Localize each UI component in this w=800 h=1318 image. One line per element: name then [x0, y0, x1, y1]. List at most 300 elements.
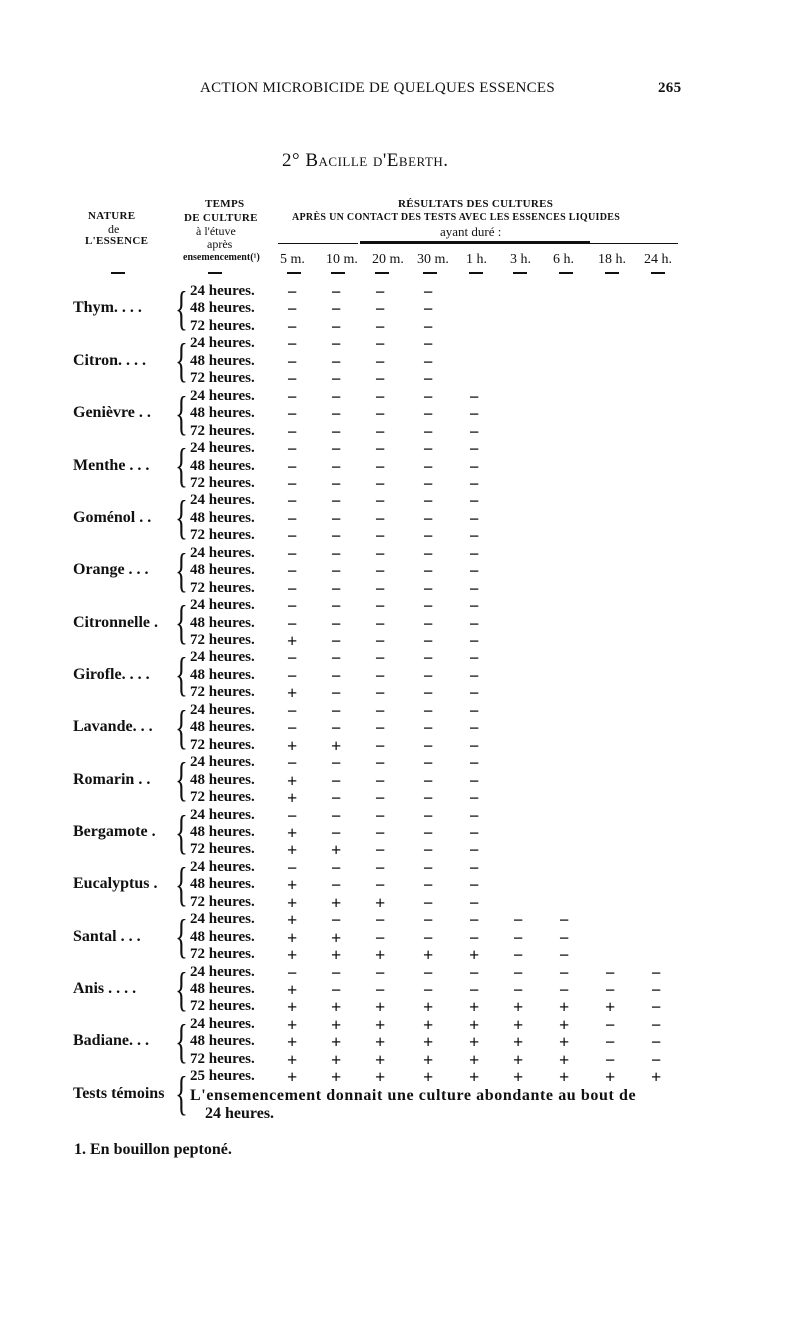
- header-temps-line: à l'étuve: [196, 224, 236, 238]
- negative-result: −: [423, 822, 434, 843]
- negative-result: −: [651, 1014, 662, 1035]
- negative-result: −: [423, 334, 434, 355]
- negative-result: −: [287, 386, 298, 407]
- essence-name: Lavande. . .: [73, 718, 153, 736]
- negative-result: −: [331, 805, 342, 826]
- culture-time: 72 heures.: [190, 841, 255, 858]
- positive-result: +: [605, 997, 616, 1018]
- negative-result: −: [423, 665, 434, 686]
- negative-result: −: [469, 543, 480, 564]
- positive-result: +: [287, 892, 298, 913]
- duration-header: 24 h.: [644, 252, 672, 267]
- negative-result: −: [287, 404, 298, 425]
- negative-result: −: [331, 543, 342, 564]
- negative-result: −: [375, 840, 386, 861]
- negative-result: −: [469, 857, 480, 878]
- negative-result: −: [423, 439, 434, 460]
- brace-glyph: {: [175, 543, 188, 597]
- positive-result: +: [469, 1049, 480, 1070]
- culture-time: 24 heures.: [190, 597, 255, 614]
- negative-result: −: [375, 316, 386, 337]
- negative-result: −: [423, 910, 434, 931]
- culture-time: 24 heures.: [190, 335, 255, 352]
- duration-header: 3 h.: [510, 252, 531, 267]
- negative-result: −: [331, 857, 342, 878]
- positive-result: +: [287, 1049, 298, 1070]
- negative-result: −: [469, 596, 480, 617]
- positive-result: +: [513, 1014, 524, 1035]
- culture-time: 48 heures.: [190, 928, 255, 945]
- negative-result: −: [331, 404, 342, 425]
- culture-time: 72 heures.: [190, 789, 255, 806]
- duration-header: 6 h.: [553, 252, 574, 267]
- negative-result: −: [375, 543, 386, 564]
- negative-result: −: [469, 822, 480, 843]
- negative-result: −: [423, 753, 434, 774]
- negative-result: −: [605, 1014, 616, 1035]
- header-temps-line: ensemencement(¹): [183, 252, 260, 263]
- duration-header: 20 m.: [372, 252, 404, 267]
- negative-result: −: [605, 1049, 616, 1070]
- negative-result: −: [513, 945, 524, 966]
- header-temps-line: DE CULTURE: [184, 212, 258, 224]
- header-dash: [331, 272, 345, 274]
- positive-result: +: [287, 927, 298, 948]
- brace-glyph: {: [175, 962, 188, 1016]
- negative-result: −: [423, 875, 434, 896]
- header-dash: [208, 272, 222, 274]
- negative-result: −: [423, 735, 434, 756]
- positive-result: +: [469, 1014, 480, 1035]
- negative-result: −: [287, 491, 298, 512]
- negative-result: −: [423, 316, 434, 337]
- culture-time: 48 heures.: [190, 562, 255, 579]
- negative-result: −: [375, 334, 386, 355]
- negative-result: −: [469, 456, 480, 477]
- negative-result: −: [375, 404, 386, 425]
- negative-result: −: [423, 526, 434, 547]
- negative-result: −: [331, 282, 342, 302]
- positive-result: +: [651, 1067, 662, 1088]
- negative-result: −: [605, 980, 616, 1000]
- header-nature-line: L'ESSENCE: [85, 235, 149, 247]
- positive-result: +: [559, 1049, 570, 1070]
- negative-result: −: [605, 962, 616, 983]
- essence-name: Girofle. . . .: [73, 665, 150, 683]
- negative-result: −: [331, 770, 342, 791]
- positive-result: +: [287, 1014, 298, 1035]
- negative-result: −: [423, 788, 434, 809]
- header-resultats-line: ayant duré :: [440, 224, 502, 239]
- negative-result: −: [651, 980, 662, 1000]
- culture-time: 24 heures.: [190, 283, 255, 299]
- negative-result: −: [375, 491, 386, 512]
- culture-time: 72 heures.: [190, 946, 255, 963]
- culture-time: 48 heures.: [190, 719, 255, 736]
- positive-result: +: [423, 945, 434, 966]
- brace-glyph: {: [175, 648, 188, 702]
- negative-result: −: [375, 473, 386, 494]
- positive-result: +: [331, 927, 342, 948]
- negative-result: −: [423, 892, 434, 913]
- essence-name: Eucalyptus .: [73, 875, 158, 893]
- header-temps-line: TEMPS: [205, 198, 245, 210]
- positive-result: +: [469, 997, 480, 1018]
- essence-name: Santal . . .: [73, 927, 141, 945]
- positive-result: +: [423, 1049, 434, 1070]
- culture-time: 48 heures.: [190, 666, 255, 683]
- negative-result: −: [423, 282, 434, 302]
- negative-result: −: [287, 613, 298, 634]
- essence-name: Badiane. . .: [73, 1032, 150, 1050]
- negative-result: −: [423, 421, 434, 442]
- brace-glyph: {: [175, 334, 188, 388]
- header-rule-thick: [360, 241, 590, 244]
- header-rule-right: [590, 243, 678, 244]
- positive-result: +: [469, 1067, 480, 1088]
- brace-glyph: {: [175, 805, 188, 859]
- controls-note: L'ensemencement donnait une culture abondante au bout de: [190, 1086, 637, 1104]
- culture-time: 72 heures.: [190, 998, 255, 1015]
- negative-result: −: [375, 631, 386, 651]
- negative-result: −: [331, 439, 342, 460]
- negative-result: −: [331, 369, 342, 390]
- header-rule-left: [278, 243, 358, 244]
- negative-result: −: [469, 700, 480, 721]
- negative-result: −: [469, 840, 480, 861]
- negative-result: −: [469, 508, 480, 529]
- positive-result: +: [331, 1067, 342, 1088]
- positive-result: +: [375, 1014, 386, 1035]
- negative-result: −: [287, 700, 298, 721]
- negative-result: −: [375, 700, 386, 721]
- positive-result: +: [513, 1067, 524, 1088]
- negative-result: −: [331, 631, 342, 651]
- header-nature-line: NATURE: [88, 210, 136, 222]
- positive-result: +: [287, 840, 298, 861]
- negative-result: −: [287, 421, 298, 442]
- positive-result: +: [287, 980, 298, 1000]
- brace-glyph: {: [175, 857, 188, 911]
- negative-result: −: [469, 770, 480, 791]
- negative-result: −: [331, 316, 342, 337]
- culture-time: 48 heures.: [190, 823, 255, 840]
- culture-time: 24 heures.: [190, 387, 255, 404]
- negative-result: −: [559, 910, 570, 931]
- positive-result: +: [287, 631, 298, 651]
- negative-result: −: [331, 526, 342, 547]
- header-dash: [423, 272, 437, 274]
- negative-result: −: [375, 735, 386, 756]
- negative-result: −: [469, 439, 480, 460]
- positive-result: +: [375, 1067, 386, 1088]
- negative-result: −: [287, 526, 298, 547]
- negative-result: −: [469, 927, 480, 948]
- negative-result: −: [513, 910, 524, 931]
- negative-result: −: [331, 386, 342, 407]
- negative-result: −: [469, 473, 480, 494]
- positive-result: +: [287, 1067, 298, 1088]
- negative-result: −: [423, 386, 434, 407]
- section-title: 2° Bacille d'Eberth.: [282, 150, 449, 171]
- negative-result: −: [331, 473, 342, 494]
- duration-header: 18 h.: [598, 252, 626, 267]
- negative-result: −: [605, 1032, 616, 1053]
- culture-time: 24 heures.: [190, 1015, 255, 1032]
- negative-result: −: [375, 613, 386, 634]
- positive-result: +: [331, 892, 342, 913]
- culture-time: 48 heures.: [190, 876, 255, 893]
- negative-result: −: [375, 351, 386, 372]
- positive-result: +: [423, 997, 434, 1018]
- negative-result: −: [375, 753, 386, 774]
- negative-result: −: [287, 351, 298, 372]
- brace-glyph: {: [175, 753, 188, 807]
- negative-result: −: [287, 334, 298, 355]
- negative-result: −: [287, 857, 298, 878]
- negative-result: −: [469, 631, 480, 651]
- negative-result: −: [469, 788, 480, 809]
- culture-time: 48 heures.: [190, 300, 255, 317]
- duration-header: 30 m.: [417, 252, 449, 267]
- negative-result: −: [651, 1032, 662, 1053]
- essence-name: Thym. . . .: [73, 299, 142, 317]
- brace-glyph: {: [175, 910, 188, 964]
- culture-time: 25 heures.: [190, 1068, 255, 1085]
- positive-result: +: [331, 1014, 342, 1035]
- essence-name: Romarin . .: [73, 770, 151, 788]
- negative-result: −: [331, 351, 342, 372]
- negative-result: −: [423, 299, 434, 320]
- negative-result: −: [287, 665, 298, 686]
- negative-result: −: [375, 648, 386, 669]
- negative-result: −: [331, 578, 342, 599]
- positive-result: +: [559, 997, 570, 1018]
- negative-result: −: [375, 456, 386, 477]
- culture-time: 24 heures.: [190, 806, 255, 823]
- negative-result: −: [423, 351, 434, 372]
- negative-result: −: [331, 875, 342, 896]
- culture-time: 72 heures.: [190, 579, 255, 596]
- negative-result: −: [423, 473, 434, 494]
- negative-result: −: [331, 683, 342, 704]
- culture-time: 48 heures.: [190, 509, 255, 526]
- negative-result: −: [559, 962, 570, 983]
- negative-result: −: [423, 980, 434, 1000]
- negative-result: −: [331, 753, 342, 774]
- negative-result: −: [423, 596, 434, 617]
- brace-glyph: {: [175, 386, 188, 440]
- positive-result: +: [287, 910, 298, 931]
- duration-header: 10 m.: [326, 252, 358, 267]
- negative-result: −: [469, 578, 480, 599]
- essence-name: Goménol . .: [73, 508, 152, 526]
- negative-result: −: [423, 683, 434, 704]
- essence-name: Citron. . . .: [73, 351, 147, 369]
- header-resultats-line: APRÈS UN CONTACT DES TESTS AVEC LES ESSENCES LIQUIDES: [292, 212, 621, 223]
- negative-result: −: [287, 578, 298, 599]
- negative-result: −: [375, 596, 386, 617]
- positive-result: +: [469, 1032, 480, 1053]
- brace-glyph: {: [175, 491, 188, 545]
- positive-result: +: [375, 1049, 386, 1070]
- negative-result: −: [469, 980, 480, 1000]
- duration-header: 1 h.: [466, 252, 487, 267]
- negative-result: −: [331, 648, 342, 669]
- negative-result: −: [375, 683, 386, 704]
- negative-result: −: [331, 508, 342, 529]
- header-resultats-line: RÉSULTATS DES CULTURES: [398, 198, 554, 210]
- culture-time: 72 heures.: [190, 527, 255, 544]
- positive-result: +: [287, 875, 298, 896]
- negative-result: −: [423, 770, 434, 791]
- negative-result: −: [469, 648, 480, 669]
- negative-result: −: [375, 282, 386, 302]
- positive-result: +: [287, 735, 298, 756]
- negative-result: −: [423, 927, 434, 948]
- negative-result: −: [287, 316, 298, 337]
- negative-result: −: [375, 369, 386, 390]
- running-head: ACTION MICROBICIDE DE QUELQUES ESSENCES: [200, 80, 556, 96]
- culture-time: 48 heures.: [190, 352, 255, 369]
- header-dash: [605, 272, 619, 274]
- negative-result: −: [331, 596, 342, 617]
- header-dash: [111, 272, 125, 274]
- negative-result: −: [423, 578, 434, 599]
- positive-result: +: [605, 1067, 616, 1088]
- negative-result: −: [469, 875, 480, 896]
- negative-result: −: [375, 875, 386, 896]
- negative-result: −: [375, 822, 386, 843]
- negative-result: −: [423, 857, 434, 878]
- negative-result: −: [559, 980, 570, 1000]
- brace-glyph: {: [175, 596, 188, 650]
- positive-result: +: [287, 822, 298, 843]
- header-temps-line: après: [207, 237, 233, 251]
- culture-time: 24 heures.: [190, 440, 255, 457]
- negative-result: −: [375, 718, 386, 739]
- positive-result: +: [287, 1032, 298, 1053]
- essence-name: Orange . . .: [73, 561, 149, 579]
- negative-result: −: [651, 997, 662, 1018]
- negative-result: −: [469, 404, 480, 425]
- positive-result: +: [423, 1067, 434, 1088]
- positive-result: +: [513, 997, 524, 1018]
- positive-result: +: [331, 997, 342, 1018]
- culture-time: 72 heures.: [190, 317, 255, 334]
- negative-result: −: [651, 1049, 662, 1070]
- negative-result: −: [469, 735, 480, 756]
- culture-time: 24 heures.: [190, 911, 255, 928]
- brace-glyph: {: [175, 439, 188, 493]
- negative-result: −: [375, 857, 386, 878]
- positive-result: +: [559, 1067, 570, 1088]
- negative-result: −: [469, 491, 480, 512]
- negative-result: −: [513, 980, 524, 1000]
- negative-result: −: [423, 962, 434, 983]
- negative-result: −: [513, 962, 524, 983]
- culture-time: 24 heures.: [190, 492, 255, 509]
- positive-result: +: [559, 1014, 570, 1035]
- culture-time: 24 heures.: [190, 754, 255, 771]
- culture-time: 72 heures.: [190, 1050, 255, 1067]
- essence-name: Menthe . . .: [73, 456, 150, 474]
- page-number: 265: [658, 80, 682, 96]
- positive-result: +: [423, 1014, 434, 1035]
- negative-result: −: [287, 369, 298, 390]
- positive-result: +: [331, 945, 342, 966]
- negative-result: −: [331, 718, 342, 739]
- negative-result: −: [423, 718, 434, 739]
- header-dash: [375, 272, 389, 274]
- negative-result: −: [331, 822, 342, 843]
- negative-result: −: [423, 404, 434, 425]
- negative-result: −: [287, 282, 298, 302]
- culture-time: 72 heures.: [190, 474, 255, 491]
- brace-glyph: {: [175, 700, 188, 754]
- culture-time: 72 heures.: [190, 684, 255, 701]
- negative-result: −: [331, 613, 342, 634]
- culture-time: 72 heures.: [190, 632, 255, 648]
- positive-result: +: [513, 1049, 524, 1070]
- negative-result: −: [651, 962, 662, 983]
- negative-result: −: [375, 526, 386, 547]
- brace-glyph: {: [175, 1067, 188, 1121]
- positive-result: +: [513, 1032, 524, 1053]
- brace-glyph: {: [175, 282, 188, 335]
- negative-result: −: [287, 718, 298, 739]
- culture-time: 24 heures.: [190, 858, 255, 875]
- negative-result: −: [469, 421, 480, 442]
- negative-result: −: [469, 526, 480, 547]
- negative-result: −: [287, 596, 298, 617]
- essence-name: Anis . . . .: [73, 980, 137, 997]
- negative-result: −: [287, 962, 298, 983]
- negative-result: −: [469, 665, 480, 686]
- negative-result: −: [423, 631, 434, 651]
- negative-result: −: [423, 369, 434, 390]
- essence-name: Genièvre . .: [73, 404, 151, 422]
- culture-time: 48 heures.: [190, 457, 255, 474]
- duration-header: 5 m.: [280, 252, 305, 267]
- header-nature-line: de: [108, 222, 120, 236]
- positive-result: +: [375, 1032, 386, 1053]
- header-dash: [287, 272, 301, 274]
- negative-result: −: [375, 770, 386, 791]
- negative-result: −: [331, 910, 342, 931]
- negative-result: −: [331, 299, 342, 320]
- culture-time: 72 heures.: [190, 370, 255, 387]
- culture-time: 72 heures.: [190, 422, 255, 439]
- controls-note: 24 heures.: [205, 1105, 275, 1123]
- culture-time: 24 heures.: [190, 649, 255, 666]
- negative-result: −: [469, 386, 480, 407]
- negative-result: −: [287, 805, 298, 826]
- negative-result: −: [375, 910, 386, 931]
- culture-time: 48 heures.: [190, 771, 255, 788]
- positive-result: +: [331, 840, 342, 861]
- negative-result: −: [375, 980, 386, 1000]
- negative-result: −: [287, 561, 298, 582]
- culture-time: 24 heures.: [190, 544, 255, 561]
- negative-result: −: [423, 508, 434, 529]
- negative-result: −: [375, 805, 386, 826]
- negative-result: −: [287, 439, 298, 460]
- negative-result: −: [375, 962, 386, 983]
- culture-time: 24 heures.: [190, 701, 255, 718]
- positive-result: +: [331, 1032, 342, 1053]
- negative-result: −: [375, 421, 386, 442]
